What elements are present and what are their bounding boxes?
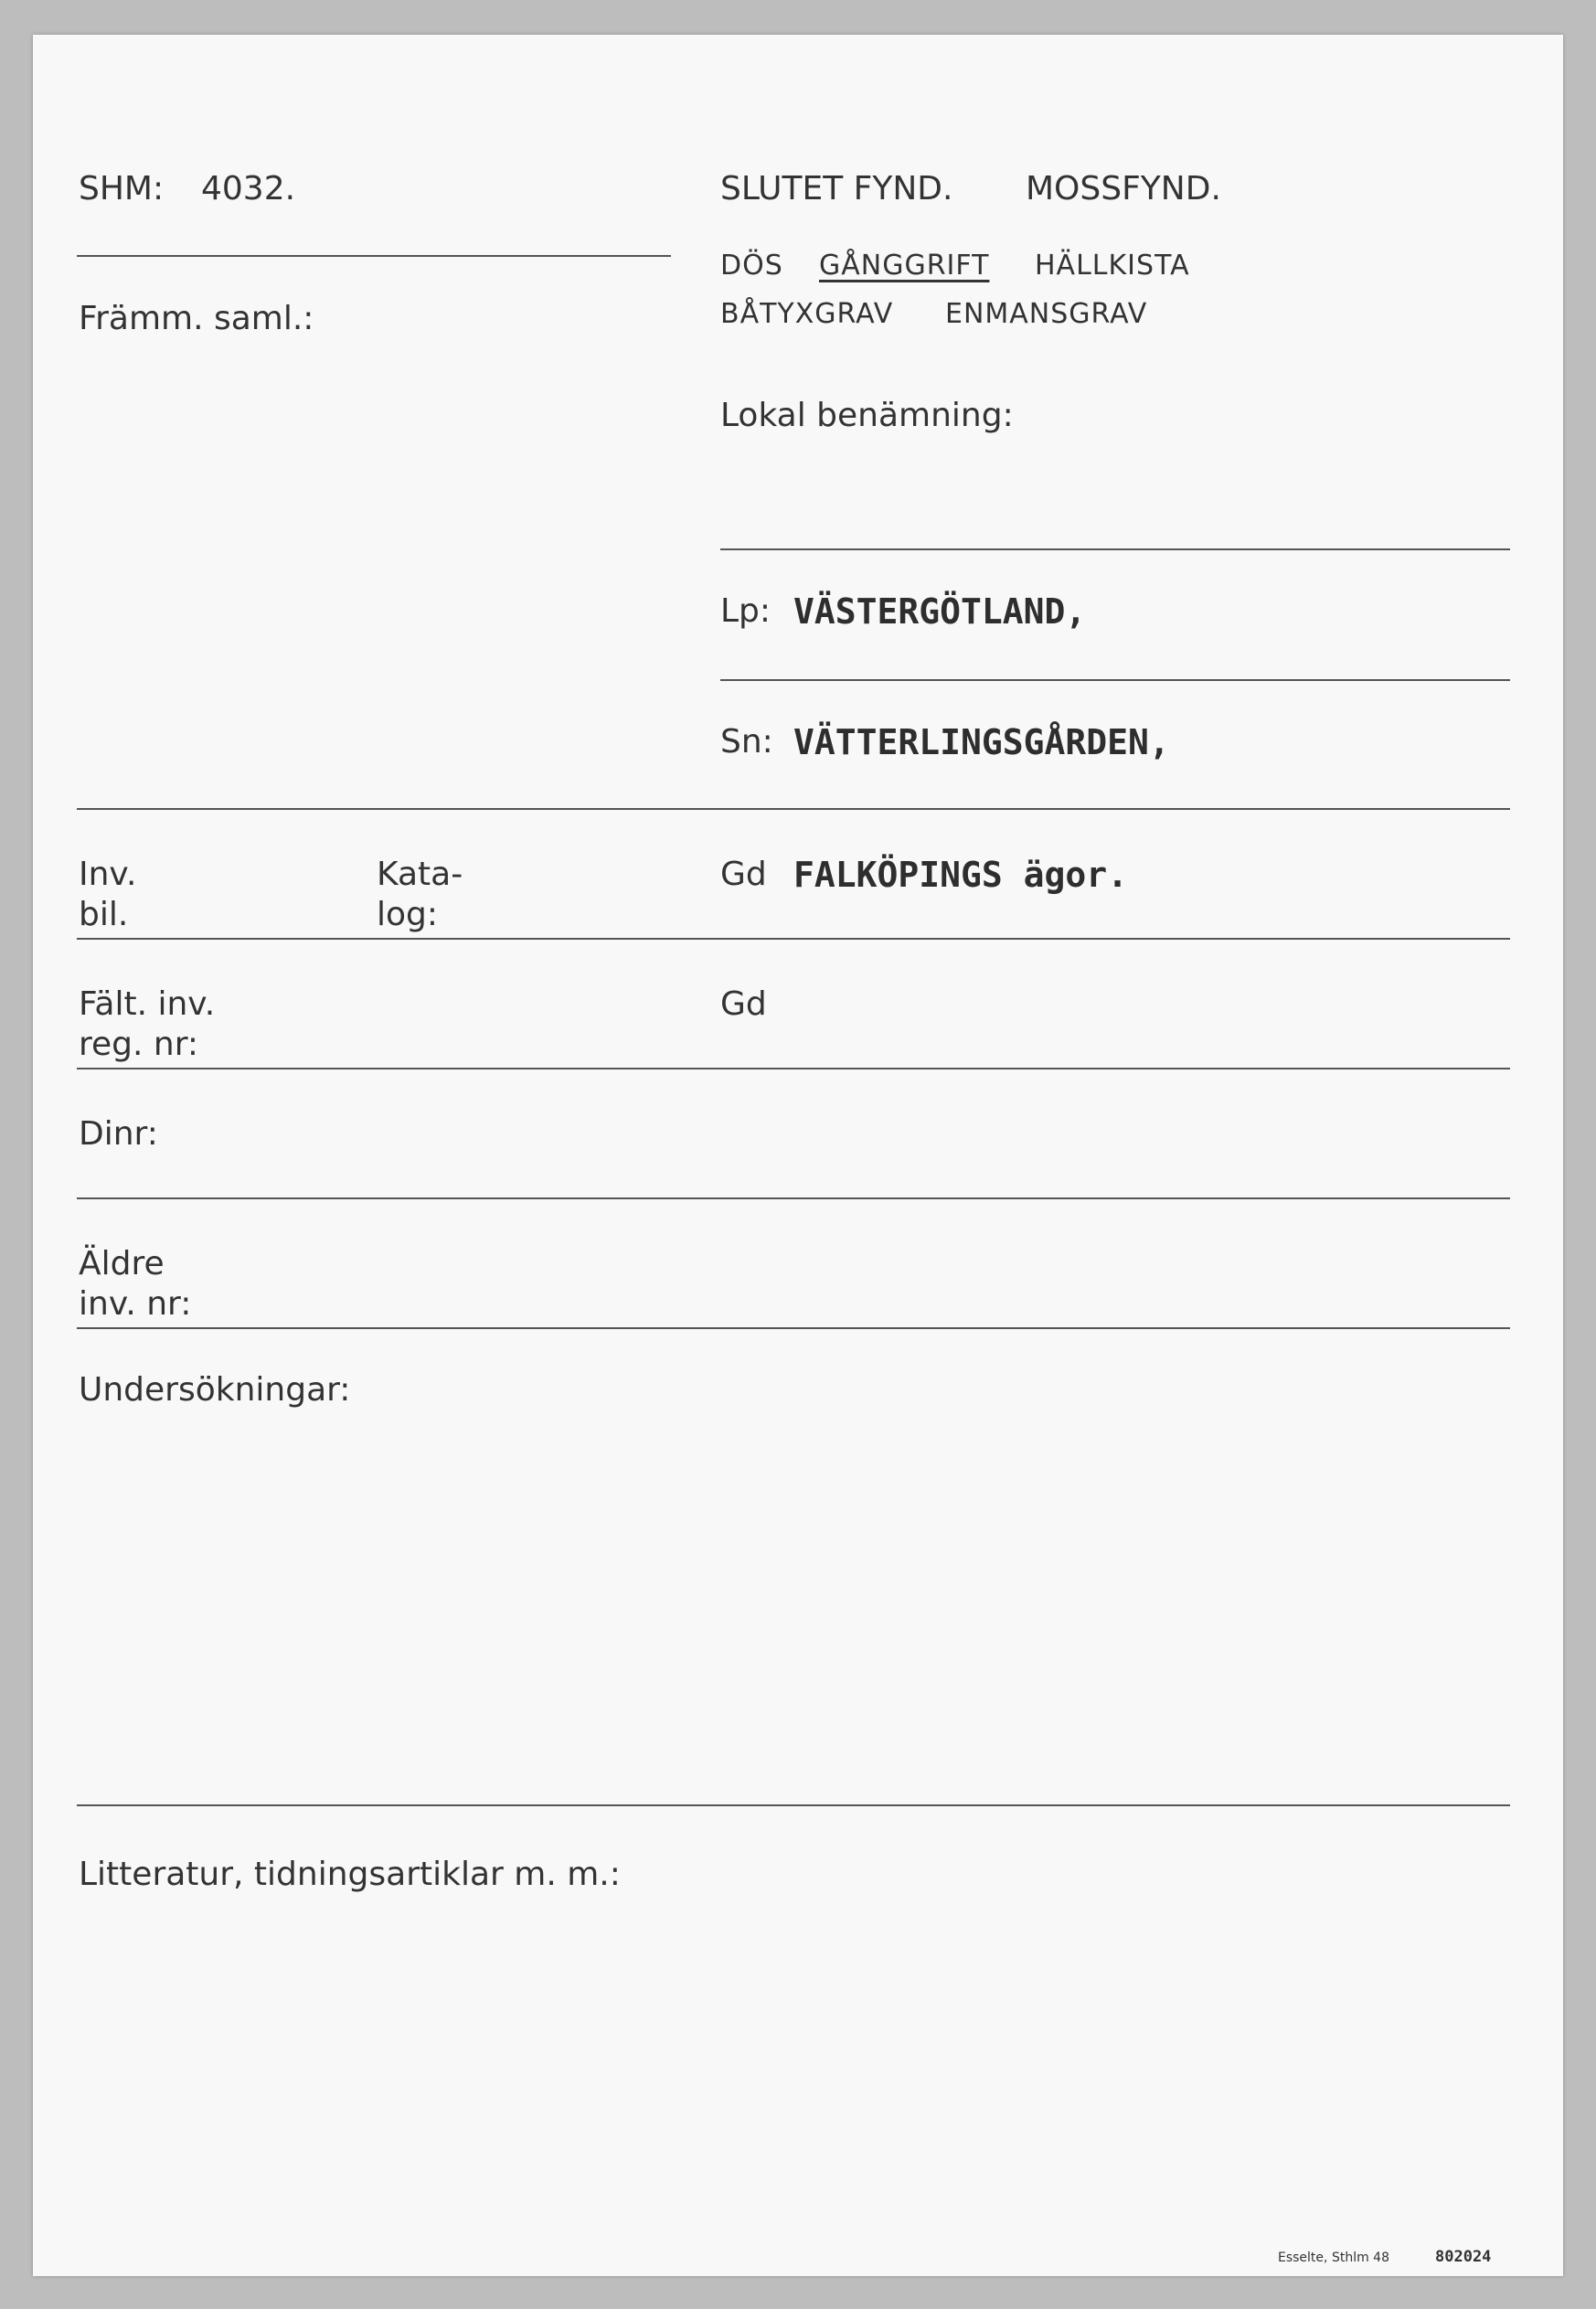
parish-label: Sn:	[720, 723, 773, 761]
catalog-label-2: log:	[377, 896, 439, 933]
inv-label-2: bil.	[79, 896, 129, 933]
find-type-bog: MOSSFYND.	[1026, 170, 1221, 207]
foreign-collection-label: Främm. saml.:	[79, 300, 314, 337]
farm-label-2: Gd	[720, 985, 767, 1023]
local-name-label: Lokal benämning:	[720, 397, 1014, 434]
divider	[720, 548, 1510, 550]
divider	[77, 1068, 1510, 1069]
catalog-label: Kata-	[377, 856, 463, 893]
divider	[720, 679, 1510, 681]
form-number: 802024	[1435, 2248, 1492, 2266]
grave-type-dos: DÖS	[720, 250, 783, 282]
farm-value: FALKÖPINGS ägor.	[793, 855, 1129, 895]
grave-type-batyxgrav: BÅTYXGRAV	[720, 298, 894, 330]
older-inv-label-2: inv. nr:	[79, 1285, 192, 1323]
literature-label: Litteratur, tidningsartiklar m. m.:	[79, 1856, 621, 1893]
inv-label: Inv.	[79, 856, 137, 893]
parish-value: VÄTTERLINGSGÅRDEN,	[793, 722, 1170, 762]
field-inv-label: Fält. inv.	[79, 985, 216, 1023]
catalog-card	[33, 35, 1563, 2276]
divider	[77, 808, 1510, 810]
divider	[77, 1804, 1510, 1806]
older-inv-label: Äldre	[79, 1245, 165, 1282]
farm-label: Gd	[720, 856, 767, 893]
field-inv-label-2: reg. nr:	[79, 1026, 199, 1063]
dinr-label: Dinr:	[79, 1115, 158, 1153]
investigations-label: Undersökningar:	[79, 1371, 351, 1409]
grave-type-enmansgrav: ENMANSGRAV	[945, 298, 1148, 330]
divider	[77, 1197, 1510, 1199]
province-value: VÄSTERGÖTLAND,	[793, 591, 1087, 632]
divider	[77, 938, 1510, 940]
printer-imprint: Esselte, Sthlm 48	[1278, 2250, 1389, 2265]
grave-type-hallkista: HÄLLKISTA	[1035, 250, 1190, 282]
divider	[77, 1327, 1510, 1329]
find-type-closed: SLUTET FYND.	[720, 170, 953, 207]
province-label: Lp:	[720, 592, 771, 630]
divider	[77, 255, 671, 257]
grave-type-ganggrift: GÅNGGRIFT	[819, 250, 990, 282]
shm-number: 4032.	[201, 170, 296, 207]
shm-label: SHM:	[79, 170, 165, 207]
